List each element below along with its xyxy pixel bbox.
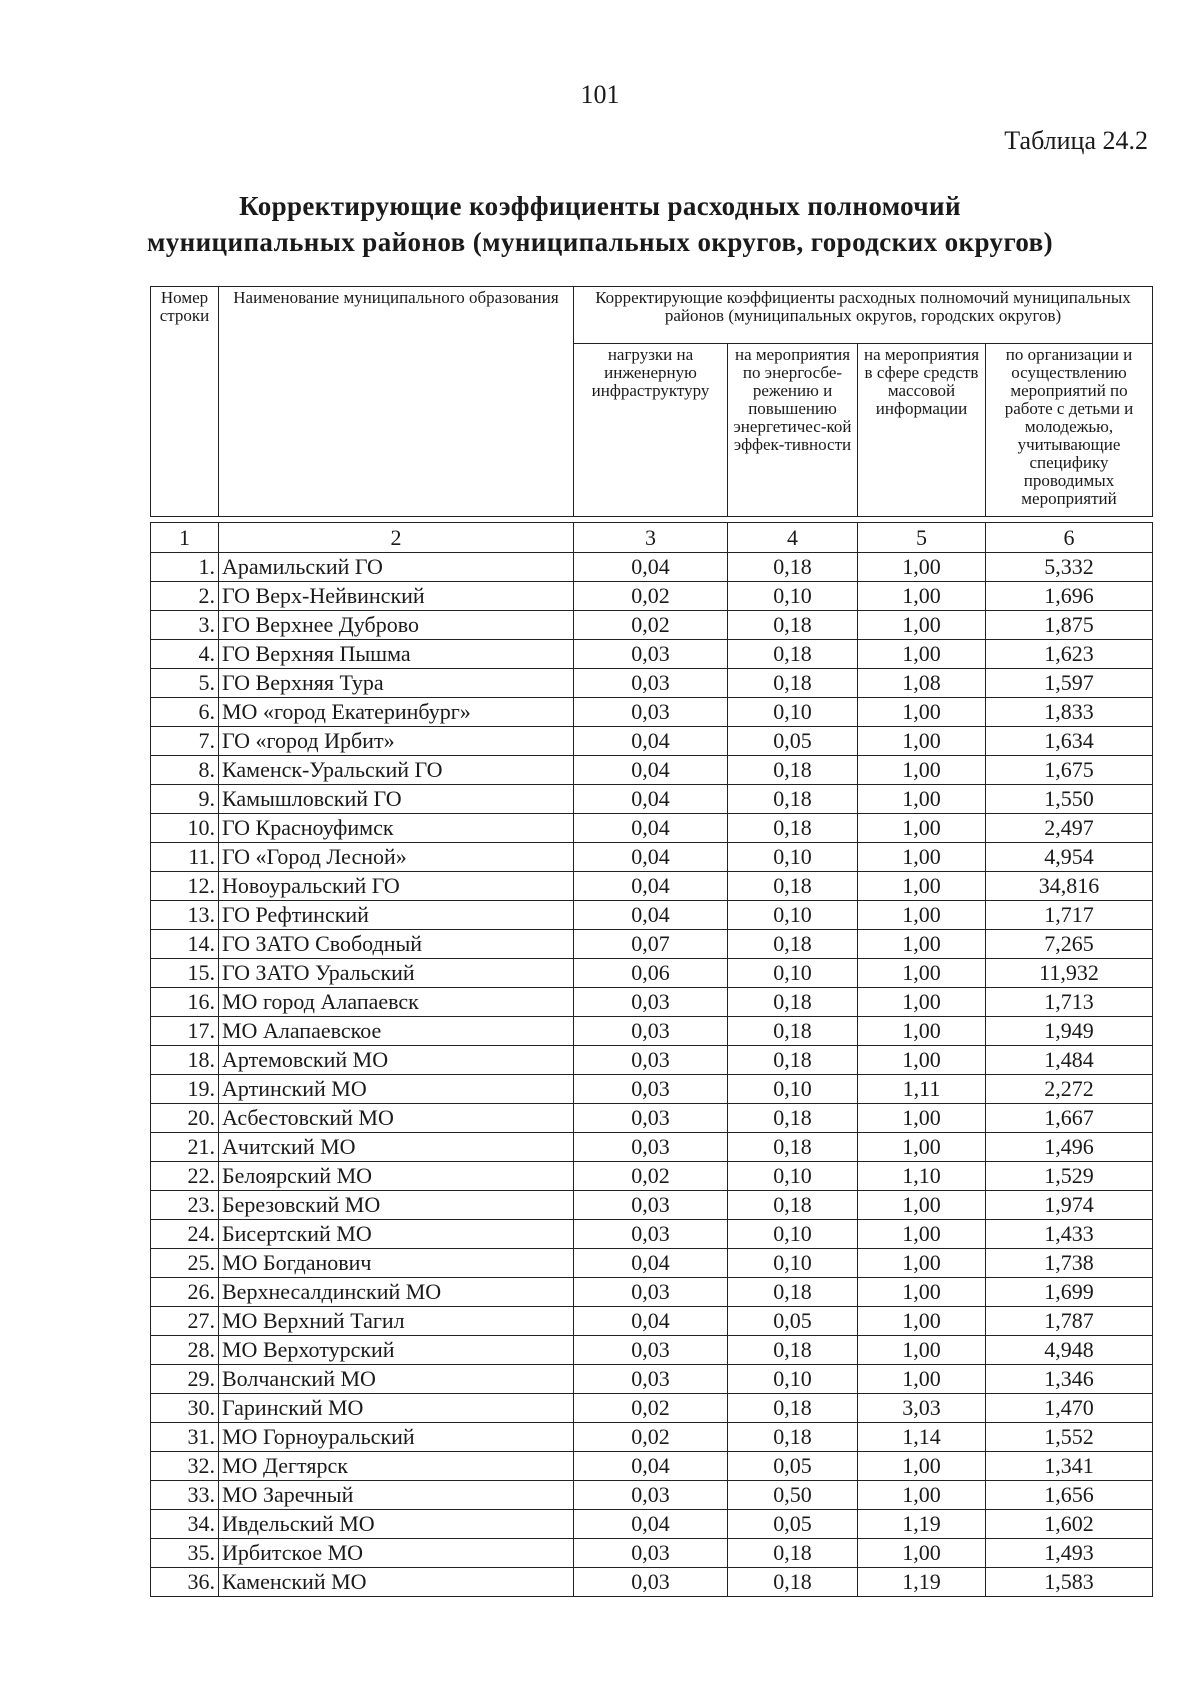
municipality-name-cell: МО Дегтярск	[219, 1452, 574, 1481]
infrastructure-coefficient-cell: 0,03	[574, 1191, 728, 1220]
municipality-name-cell: Березовский МО	[219, 1191, 574, 1220]
mass-media-coefficient-cell: 1,00	[858, 1481, 986, 1510]
youth-work-coefficient-cell: 1,634	[986, 727, 1153, 756]
table-row	[151, 727, 1153, 756]
table-label: Таблица 24.2	[1004, 126, 1148, 155]
youth-work-coefficient-cell: 1,602	[986, 1510, 1153, 1539]
energy-saving-coefficient-cell: 0,10	[728, 901, 858, 930]
energy-saving-coefficient-cell: 0,10	[728, 1220, 858, 1249]
infrastructure-coefficient-cell: 0,03	[574, 1017, 728, 1046]
infrastructure-coefficient-cell: 0,06	[574, 959, 728, 988]
mass-media-coefficient-cell: 1,00	[858, 727, 986, 756]
municipality-name-cell: МО Верхотурский	[219, 1336, 574, 1365]
table-header	[150, 286, 1153, 517]
table-row	[151, 901, 1153, 930]
row-number-cell: 2.	[151, 582, 219, 611]
youth-work-coefficient-cell: 1,550	[986, 785, 1153, 814]
youth-work-coefficient-cell: 1,583	[986, 1568, 1153, 1597]
row-number-cell: 20.	[151, 1104, 219, 1133]
mass-media-coefficient-cell: 1,00	[858, 1249, 986, 1278]
youth-work-coefficient-cell: 1,875	[986, 611, 1153, 640]
table-row	[151, 582, 1153, 611]
mass-media-coefficient-cell: 1,19	[858, 1568, 986, 1597]
table-row	[151, 640, 1153, 669]
energy-saving-coefficient-cell: 0,18	[728, 756, 858, 785]
column-number: 3	[574, 523, 728, 553]
infrastructure-coefficient-cell: 0,02	[574, 1162, 728, 1191]
row-number-cell: 12.	[151, 872, 219, 901]
municipality-name-cell: ГО «Город Лесной»	[219, 843, 574, 872]
table-row	[151, 1394, 1153, 1423]
infrastructure-coefficient-cell: 0,03	[574, 640, 728, 669]
table-row	[151, 1191, 1153, 1220]
municipality-name-cell: МО «город Екатеринбург»	[219, 698, 574, 727]
infrastructure-coefficient-cell: 0,04	[574, 843, 728, 872]
youth-work-coefficient-cell: 1,529	[986, 1162, 1153, 1191]
youth-work-coefficient-cell: 1,470	[986, 1394, 1153, 1423]
municipality-name-cell: Ивдельский МО	[219, 1510, 574, 1539]
municipality-name-cell: ГО Рефтинский	[219, 901, 574, 930]
row-number-cell: 8.	[151, 756, 219, 785]
youth-work-coefficient-cell: 4,948	[986, 1336, 1153, 1365]
row-number-cell: 5.	[151, 669, 219, 698]
mass-media-coefficient-cell: 1,00	[858, 988, 986, 1017]
row-number-cell: 27.	[151, 1307, 219, 1336]
table-row	[151, 988, 1153, 1017]
infrastructure-coefficient-cell: 0,04	[574, 1510, 728, 1539]
mass-media-coefficient-cell: 1,00	[858, 1452, 986, 1481]
row-number-cell: 1.	[151, 553, 219, 582]
youth-work-coefficient-cell: 1,484	[986, 1046, 1153, 1075]
infrastructure-coefficient-cell: 0,03	[574, 988, 728, 1017]
document-title	[0, 188, 1200, 260]
table-row	[151, 1336, 1153, 1365]
table-row	[151, 1162, 1153, 1191]
youth-work-coefficient-cell: 1,433	[986, 1220, 1153, 1249]
infrastructure-coefficient-cell: 0,03	[574, 1133, 728, 1162]
document-title-line-2: муниципальных районов (муниципальных округов, городских округов)	[146, 227, 1054, 257]
infrastructure-coefficient-cell: 0,03	[574, 1075, 728, 1104]
energy-saving-coefficient-cell: 0,18	[728, 872, 858, 901]
mass-media-coefficient-cell: 1,00	[858, 1365, 986, 1394]
table-row	[151, 1220, 1153, 1249]
municipality-name-cell: ГО Верхняя Тура	[219, 669, 574, 698]
infrastructure-coefficient-cell: 0,03	[574, 1220, 728, 1249]
infrastructure-coefficient-cell: 0,03	[574, 1336, 728, 1365]
table-row	[151, 1133, 1153, 1162]
youth-work-coefficient-cell: 1,717	[986, 901, 1153, 930]
table-row	[151, 1365, 1153, 1394]
row-number-cell: 33.	[151, 1481, 219, 1510]
energy-saving-coefficient-cell: 0,10	[728, 1249, 858, 1278]
table-row	[151, 1278, 1153, 1307]
table-row	[151, 1539, 1153, 1568]
youth-work-coefficient-cell: 1,597	[986, 669, 1153, 698]
energy-saving-coefficient-cell: 0,10	[728, 1365, 858, 1394]
table-row	[151, 843, 1153, 872]
header-col-4: на мероприятия по энергосбе-режению и повышению энергетичес-кой эффек-тивности	[728, 344, 858, 517]
energy-saving-coefficient-cell: 0,18	[728, 640, 858, 669]
municipality-name-cell: Артинский МО	[219, 1075, 574, 1104]
energy-saving-coefficient-cell: 0,18	[728, 1539, 858, 1568]
infrastructure-coefficient-cell: 0,04	[574, 1452, 728, 1481]
header-name: Наименование муниципального образования	[219, 287, 574, 517]
energy-saving-coefficient-cell: 0,18	[728, 1133, 858, 1162]
mass-media-coefficient-cell: 1,00	[858, 1278, 986, 1307]
municipality-name-cell: МО Алапаевское	[219, 1017, 574, 1046]
table-row	[151, 785, 1153, 814]
row-number-cell: 11.	[151, 843, 219, 872]
energy-saving-coefficient-cell: 0,18	[728, 1568, 858, 1597]
municipality-name-cell: ГО Верхняя Пышма	[219, 640, 574, 669]
infrastructure-coefficient-cell: 0,02	[574, 582, 728, 611]
energy-saving-coefficient-cell: 0,10	[728, 698, 858, 727]
youth-work-coefficient-cell: 2,272	[986, 1075, 1153, 1104]
mass-media-coefficient-cell: 3,03	[858, 1394, 986, 1423]
row-number-cell: 3.	[151, 611, 219, 640]
infrastructure-coefficient-cell: 0,04	[574, 553, 728, 582]
column-number: 5	[858, 523, 986, 553]
table-row	[151, 1249, 1153, 1278]
energy-saving-coefficient-cell: 0,18	[728, 1394, 858, 1423]
page-number: 101	[580, 80, 620, 109]
youth-work-coefficient-cell: 34,816	[986, 872, 1153, 901]
youth-work-coefficient-cell: 1,675	[986, 756, 1153, 785]
table-row	[151, 1307, 1153, 1336]
youth-work-coefficient-cell: 1,623	[986, 640, 1153, 669]
municipality-name-cell: Бисертский МО	[219, 1220, 574, 1249]
row-number-cell: 26.	[151, 1278, 219, 1307]
mass-media-coefficient-cell: 1,00	[858, 1307, 986, 1336]
energy-saving-coefficient-cell: 0,05	[728, 1510, 858, 1539]
youth-work-coefficient-cell: 1,696	[986, 582, 1153, 611]
mass-media-coefficient-cell: 1,00	[858, 959, 986, 988]
municipality-name-cell: МО Богданович	[219, 1249, 574, 1278]
infrastructure-coefficient-cell: 0,02	[574, 611, 728, 640]
table-body	[151, 523, 1153, 1597]
row-number-cell: 29.	[151, 1365, 219, 1394]
youth-work-coefficient-cell: 2,497	[986, 814, 1153, 843]
infrastructure-coefficient-cell: 0,03	[574, 698, 728, 727]
youth-work-coefficient-cell: 1,713	[986, 988, 1153, 1017]
header-col-5: на мероприятия в сфере средств массовой информации	[858, 344, 986, 517]
header-col-6: по организации и осуществлению мероприятий по работе с детьми и молодежью, учитывающие специфику проводимых мероприятий	[986, 344, 1153, 517]
energy-saving-coefficient-cell: 0,18	[728, 1336, 858, 1365]
energy-saving-coefficient-cell: 0,18	[728, 1423, 858, 1452]
municipality-name-cell: Белоярский МО	[219, 1162, 574, 1191]
municipality-name-cell: МО город Алапаевск	[219, 988, 574, 1017]
energy-saving-coefficient-cell: 0,10	[728, 582, 858, 611]
infrastructure-coefficient-cell: 0,03	[574, 1278, 728, 1307]
youth-work-coefficient-cell: 1,346	[986, 1365, 1153, 1394]
infrastructure-coefficient-cell: 0,07	[574, 930, 728, 959]
youth-work-coefficient-cell: 1,667	[986, 1104, 1153, 1133]
energy-saving-coefficient-cell: 0,18	[728, 1046, 858, 1075]
municipality-name-cell: ГО ЗАТО Уральский	[219, 959, 574, 988]
row-number-cell: 17.	[151, 1017, 219, 1046]
row-number-cell: 10.	[151, 814, 219, 843]
column-number: 4	[728, 523, 858, 553]
youth-work-coefficient-cell: 1,496	[986, 1133, 1153, 1162]
mass-media-coefficient-cell: 1,00	[858, 785, 986, 814]
row-number-cell: 24.	[151, 1220, 219, 1249]
row-number-cell: 28.	[151, 1336, 219, 1365]
mass-media-coefficient-cell: 1,00	[858, 1046, 986, 1075]
energy-saving-coefficient-cell: 0,18	[728, 930, 858, 959]
infrastructure-coefficient-cell: 0,03	[574, 1568, 728, 1597]
table-row	[151, 1075, 1153, 1104]
column-number: 6	[986, 523, 1153, 553]
mass-media-coefficient-cell: 1,00	[858, 756, 986, 785]
row-number-cell: 15.	[151, 959, 219, 988]
data-table	[150, 522, 1153, 1597]
row-number-cell: 19.	[151, 1075, 219, 1104]
mass-media-coefficient-cell: 1,00	[858, 1220, 986, 1249]
municipality-name-cell: ГО Верхнее Дуброво	[219, 611, 574, 640]
row-number-cell: 9.	[151, 785, 219, 814]
mass-media-coefficient-cell: 1,19	[858, 1510, 986, 1539]
youth-work-coefficient-cell: 1,552	[986, 1423, 1153, 1452]
municipality-name-cell: ГО Верх-Нейвинский	[219, 582, 574, 611]
infrastructure-coefficient-cell: 0,03	[574, 1104, 728, 1133]
row-number-cell: 34.	[151, 1510, 219, 1539]
header-coefficient-group: Корректирующие коэффициенты расходных полномочий муниципальных районов (муниципальных округов, городских округов)	[574, 287, 1153, 344]
youth-work-coefficient-cell: 1,974	[986, 1191, 1153, 1220]
table-row	[151, 611, 1153, 640]
energy-saving-coefficient-cell: 0,18	[728, 988, 858, 1017]
table-row	[151, 1481, 1153, 1510]
mass-media-coefficient-cell: 1,00	[858, 1133, 986, 1162]
column-number: 2	[219, 523, 574, 553]
table-row	[151, 756, 1153, 785]
infrastructure-coefficient-cell: 0,03	[574, 1539, 728, 1568]
mass-media-coefficient-cell: 1,11	[858, 1075, 986, 1104]
mass-media-coefficient-cell: 1,00	[858, 1191, 986, 1220]
youth-work-coefficient-cell: 4,954	[986, 843, 1153, 872]
municipality-name-cell: ГО Красноуфимск	[219, 814, 574, 843]
infrastructure-coefficient-cell: 0,03	[574, 1365, 728, 1394]
infrastructure-coefficient-cell: 0,03	[574, 1046, 728, 1075]
energy-saving-coefficient-cell: 0,18	[728, 1278, 858, 1307]
youth-work-coefficient-cell: 1,493	[986, 1539, 1153, 1568]
energy-saving-coefficient-cell: 0,18	[728, 553, 858, 582]
row-number-cell: 31.	[151, 1423, 219, 1452]
municipality-name-cell: Арамильский ГО	[219, 553, 574, 582]
energy-saving-coefficient-cell: 0,18	[728, 1017, 858, 1046]
row-number-cell: 23.	[151, 1191, 219, 1220]
mass-media-coefficient-cell: 1,00	[858, 901, 986, 930]
infrastructure-coefficient-cell: 0,04	[574, 756, 728, 785]
mass-media-coefficient-cell: 1,00	[858, 930, 986, 959]
energy-saving-coefficient-cell: 0,10	[728, 1075, 858, 1104]
infrastructure-coefficient-cell: 0,04	[574, 785, 728, 814]
column-number-row	[151, 523, 1153, 553]
municipality-name-cell: Камышловский ГО	[219, 785, 574, 814]
energy-saving-coefficient-cell: 0,50	[728, 1481, 858, 1510]
row-number-cell: 6.	[151, 698, 219, 727]
municipality-name-cell: Ирбитское МО	[219, 1539, 574, 1568]
table-row	[151, 669, 1153, 698]
infrastructure-coefficient-cell: 0,04	[574, 1307, 728, 1336]
table-row	[151, 1104, 1153, 1133]
infrastructure-coefficient-cell: 0,04	[574, 814, 728, 843]
youth-work-coefficient-cell: 5,332	[986, 553, 1153, 582]
table-row	[151, 1452, 1153, 1481]
youth-work-coefficient-cell: 11,932	[986, 959, 1153, 988]
header-col-3: нагрузки на инженерную инфраструктуру	[574, 344, 728, 517]
mass-media-coefficient-cell: 1,00	[858, 1336, 986, 1365]
energy-saving-coefficient-cell: 0,10	[728, 1162, 858, 1191]
youth-work-coefficient-cell: 1,738	[986, 1249, 1153, 1278]
table-row	[151, 814, 1153, 843]
column-number: 1	[151, 523, 219, 553]
energy-saving-coefficient-cell: 0,10	[728, 843, 858, 872]
row-number-cell: 25.	[151, 1249, 219, 1278]
youth-work-coefficient-cell: 1,656	[986, 1481, 1153, 1510]
youth-work-coefficient-cell: 1,787	[986, 1307, 1153, 1336]
mass-media-coefficient-cell: 1,00	[858, 698, 986, 727]
mass-media-coefficient-cell: 1,14	[858, 1423, 986, 1452]
youth-work-coefficient-cell: 1,949	[986, 1017, 1153, 1046]
row-number-cell: 36.	[151, 1568, 219, 1597]
mass-media-coefficient-cell: 1,00	[858, 1017, 986, 1046]
mass-media-coefficient-cell: 1,00	[858, 640, 986, 669]
header-row-number: Номер строки	[151, 287, 219, 517]
mass-media-coefficient-cell: 1,08	[858, 669, 986, 698]
municipality-name-cell: Верхнесалдинский МО	[219, 1278, 574, 1307]
document-title-line-1: Корректирующие коэффициенты расходных полномочий	[239, 191, 961, 221]
table-row	[151, 1568, 1153, 1597]
table-row	[151, 698, 1153, 727]
row-number-cell: 30.	[151, 1394, 219, 1423]
row-number-cell: 22.	[151, 1162, 219, 1191]
mass-media-coefficient-cell: 1,00	[858, 872, 986, 901]
table-row	[151, 1046, 1153, 1075]
mass-media-coefficient-cell: 1,00	[858, 553, 986, 582]
municipality-name-cell: МО Заречный	[219, 1481, 574, 1510]
municipality-name-cell: Асбестовский МО	[219, 1104, 574, 1133]
energy-saving-coefficient-cell: 0,18	[728, 611, 858, 640]
table-row	[151, 1423, 1153, 1452]
energy-saving-coefficient-cell: 0,05	[728, 727, 858, 756]
municipality-name-cell: Гаринский МО	[219, 1394, 574, 1423]
energy-saving-coefficient-cell: 0,18	[728, 785, 858, 814]
energy-saving-coefficient-cell: 0,18	[728, 1191, 858, 1220]
row-number-cell: 35.	[151, 1539, 219, 1568]
mass-media-coefficient-cell: 1,00	[858, 1539, 986, 1568]
infrastructure-coefficient-cell: 0,02	[574, 1394, 728, 1423]
energy-saving-coefficient-cell: 0,18	[728, 669, 858, 698]
energy-saving-coefficient-cell: 0,10	[728, 959, 858, 988]
infrastructure-coefficient-cell: 0,04	[574, 872, 728, 901]
municipality-name-cell: ГО «город Ирбит»	[219, 727, 574, 756]
row-number-cell: 13.	[151, 901, 219, 930]
row-number-cell: 21.	[151, 1133, 219, 1162]
youth-work-coefficient-cell: 1,699	[986, 1278, 1153, 1307]
municipality-name-cell: ГО ЗАТО Свободный	[219, 930, 574, 959]
table-row	[151, 959, 1153, 988]
table-row	[151, 553, 1153, 582]
mass-media-coefficient-cell: 1,00	[858, 582, 986, 611]
row-number-cell: 16.	[151, 988, 219, 1017]
municipality-name-cell: Артемовский МО	[219, 1046, 574, 1075]
youth-work-coefficient-cell: 1,341	[986, 1452, 1153, 1481]
mass-media-coefficient-cell: 1,00	[858, 843, 986, 872]
table-row	[151, 1017, 1153, 1046]
infrastructure-coefficient-cell: 0,04	[574, 1249, 728, 1278]
mass-media-coefficient-cell: 1,10	[858, 1162, 986, 1191]
infrastructure-coefficient-cell: 0,04	[574, 727, 728, 756]
infrastructure-coefficient-cell: 0,02	[574, 1423, 728, 1452]
row-number-cell: 32.	[151, 1452, 219, 1481]
table-row	[151, 930, 1153, 959]
energy-saving-coefficient-cell: 0,05	[728, 1452, 858, 1481]
row-number-cell: 14.	[151, 930, 219, 959]
municipality-name-cell: Волчанский МО	[219, 1365, 574, 1394]
row-number-cell: 4.	[151, 640, 219, 669]
energy-saving-coefficient-cell: 0,05	[728, 1307, 858, 1336]
energy-saving-coefficient-cell: 0,18	[728, 1104, 858, 1133]
infrastructure-coefficient-cell: 0,03	[574, 669, 728, 698]
municipality-name-cell: Новоуральский ГО	[219, 872, 574, 901]
municipality-name-cell: Каменск-Уральский ГО	[219, 756, 574, 785]
mass-media-coefficient-cell: 1,00	[858, 814, 986, 843]
municipality-name-cell: МО Верхний Тагил	[219, 1307, 574, 1336]
table-row	[151, 872, 1153, 901]
municipality-name-cell: МО Горноуральский	[219, 1423, 574, 1452]
infrastructure-coefficient-cell: 0,04	[574, 901, 728, 930]
municipality-name-cell: Ачитский МО	[219, 1133, 574, 1162]
youth-work-coefficient-cell: 7,265	[986, 930, 1153, 959]
mass-media-coefficient-cell: 1,00	[858, 611, 986, 640]
infrastructure-coefficient-cell: 0,03	[574, 1481, 728, 1510]
row-number-cell: 18.	[151, 1046, 219, 1075]
row-number-cell: 7.	[151, 727, 219, 756]
energy-saving-coefficient-cell: 0,18	[728, 814, 858, 843]
mass-media-coefficient-cell: 1,00	[858, 1104, 986, 1133]
table-row	[151, 1510, 1153, 1539]
youth-work-coefficient-cell: 1,833	[986, 698, 1153, 727]
municipality-name-cell: Каменский МО	[219, 1568, 574, 1597]
